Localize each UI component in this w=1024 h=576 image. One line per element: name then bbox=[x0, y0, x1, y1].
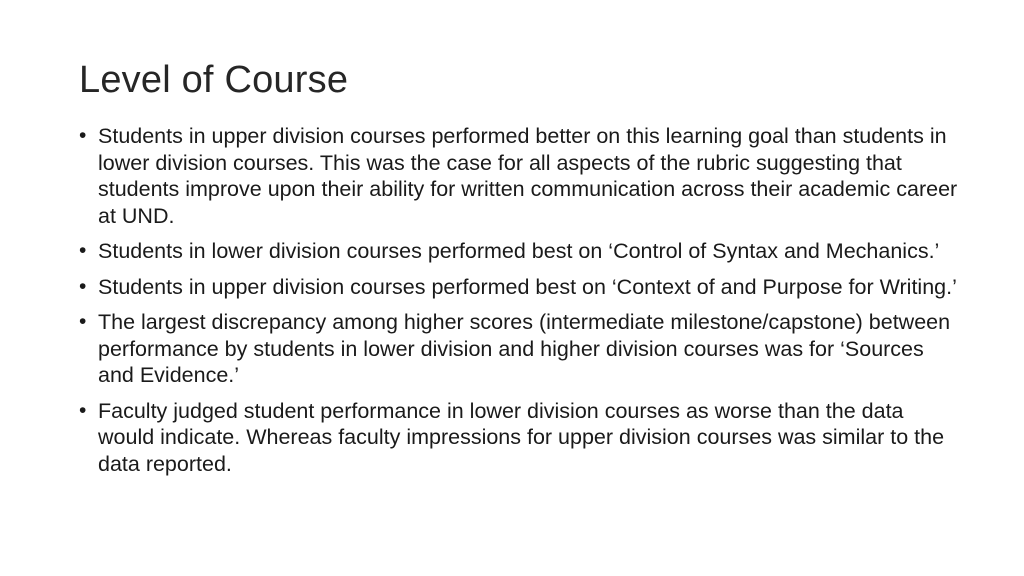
bullet-item bbox=[79, 309, 959, 389]
bullet-item bbox=[79, 123, 959, 229]
slide-title: Level of Course bbox=[79, 59, 349, 101]
bullet-marker: • bbox=[79, 124, 87, 147]
bullet-marker: • bbox=[79, 398, 87, 422]
bullet-item bbox=[79, 398, 959, 478]
bullet-marker: • bbox=[79, 310, 87, 333]
bullet-marker: • bbox=[79, 274, 87, 298]
bullet-text: Students in upper division courses performed better on this learning goal than students in lower division courses. This was the case for all aspects of the rubric suggesting that students improve upon their ability for written communication across their academic career at UND. bbox=[98, 124, 958, 228]
bullet-text: Students in upper division courses performed best on ‘Context of and Purpose for Writing.’ bbox=[98, 274, 957, 299]
bullet-text: Students in lower division courses performed best on ‘Control of Syntax and Mechanics.’ bbox=[98, 239, 940, 263]
bullet-item bbox=[79, 274, 959, 301]
bullet-text: Faculty judged student performance in lower division courses as worse than the data would indicate. Whereas faculty impressions for upper division courses was similar to the data reported. bbox=[98, 398, 945, 476]
bullet-item bbox=[79, 238, 959, 265]
bullet-list bbox=[79, 123, 959, 486]
bullet-text: The largest discrepancy among higher scores (intermediate milestone/capstone) between performance by students in lower division and higher division courses was for ‘Sources and Evidence.’ bbox=[98, 310, 951, 387]
bullet-marker: • bbox=[79, 239, 87, 262]
